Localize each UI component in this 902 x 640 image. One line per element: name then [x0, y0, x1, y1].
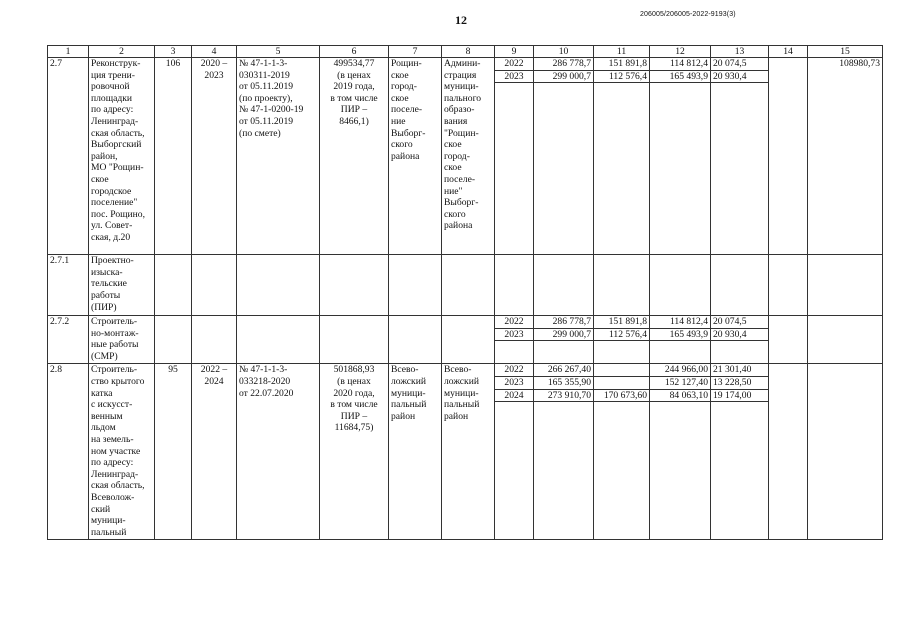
investment-table: [47, 45, 883, 540]
cell-expertise: № 47-1-1-3- 030311-2019 от 05.11.2019 (по проекту), № 47-1-0200-19 от 05.11.2019 (по смете): [237, 58, 320, 255]
page-number: 12: [455, 13, 467, 27]
col-header-7: 7: [389, 46, 442, 58]
table-row-2-7-2: [48, 316, 883, 329]
amount-c11: 151 891,8: [594, 316, 650, 329]
col-header-6: 6: [320, 46, 389, 58]
year-cell: 2024: [495, 389, 534, 402]
amount-c11: 112 576,4: [594, 328, 650, 341]
amount-c12: 84 063,10: [650, 389, 711, 402]
object-name: Строитель- но-монтаж- ные работы (СМР): [89, 316, 155, 364]
col-header-15: 15: [808, 46, 883, 58]
amount-c12: 244 966,00: [650, 364, 711, 377]
year-cell: 2022: [495, 364, 534, 377]
amount-c11: 151 891,8: [594, 58, 650, 71]
col-header-9: 9: [495, 46, 534, 58]
col-header-11: 11: [594, 46, 650, 58]
row-number: 2.8: [48, 364, 89, 540]
col-header-12: 12: [650, 46, 711, 58]
amount-total: 273 910,70: [534, 389, 594, 402]
amount-total: 299 000,7: [534, 328, 594, 341]
object-name: Проектно- изыска- тельские работы (ПИР): [89, 255, 155, 316]
year-cell: 2022: [495, 316, 534, 329]
cell-customer: Всево- ложский муници- пальный район: [442, 364, 495, 540]
year-cell: 2023: [495, 70, 534, 83]
amount-c11: 112 576,4: [594, 70, 650, 83]
cell-customer: Админи- страция муници- пального образо- вания "Рощин- ское город- ское поселе- ние" Выборг- ского района: [442, 58, 495, 255]
year-cell: 2022: [495, 58, 534, 71]
cell-c3: 95: [155, 364, 192, 540]
amount-c12: 114 812,4: [650, 58, 711, 71]
amount-total: 286 778,7: [534, 58, 594, 71]
row-number: 2.7.1: [48, 255, 89, 316]
table-row-2-8: [48, 364, 883, 377]
amount-c12: 152 127,40: [650, 376, 711, 389]
year-cell: 2023: [495, 328, 534, 341]
object-name: Реконструк- ция трени- ровочной площадки по адресу: Ленинград- ская область, Выборгский район, МО "Рощин- ское городское поселение" пос. Рощино, ул. Совет- ская, д.20: [89, 58, 155, 255]
col-header-8: 8: [442, 46, 495, 58]
amount-c13: 21 301,40: [711, 364, 769, 377]
col-header-14: 14: [769, 46, 808, 58]
document-code: 206005/206005-2022-9193(3): [640, 11, 736, 18]
amount-c11: [594, 376, 650, 389]
amount-c13: 20 930,4: [711, 70, 769, 83]
amount-c13: 19 174,00: [711, 389, 769, 402]
col-header-1: 1: [48, 46, 89, 58]
cell-cost: 501868,93 (в ценах 2020 года, в том числе ПИР – 11684,75): [320, 364, 389, 540]
amount-c12: 114 812,4: [650, 316, 711, 329]
amount-c13: 20 930,4: [711, 328, 769, 341]
col-header-3: 3: [155, 46, 192, 58]
cell-municipality: Всево- ложский муници- пальный район: [389, 364, 442, 540]
amount-total: 165 355,90: [534, 376, 594, 389]
cell-municipality: Рощин- ское город- ское поселе- ние Выборг- ского района: [389, 58, 442, 255]
year-cell: 2023: [495, 376, 534, 389]
header-row: [48, 46, 883, 58]
row-number: 2.7: [48, 58, 89, 255]
col-header-4: 4: [192, 46, 237, 58]
amount-total: 266 267,40: [534, 364, 594, 377]
cell-period: 2022 – 2024: [192, 364, 237, 540]
amount-c12: 165 493,9: [650, 328, 711, 341]
cell-c3: 106: [155, 58, 192, 255]
cell-c14: [769, 58, 808, 255]
cell-c15: 108980,73: [808, 58, 883, 255]
row-number: 2.7.2: [48, 316, 89, 364]
amount-c12: 165 493,9: [650, 70, 711, 83]
amount-total: 299 000,7: [534, 70, 594, 83]
col-header-2: 2: [89, 46, 155, 58]
col-header-5: 5: [237, 46, 320, 58]
amount-c13: 20 074,5: [711, 316, 769, 329]
table-row-2-7: [48, 58, 883, 71]
amount-c11: 170 673,60: [594, 389, 650, 402]
cell-expertise: № 47-1-1-3- 033218-2020 от 22.07.2020: [237, 364, 320, 540]
col-header-13: 13: [711, 46, 769, 58]
cell-period: 2020 – 2023: [192, 58, 237, 255]
amount-c13: 13 228,50: [711, 376, 769, 389]
cell-cost: 499534,77 (в ценах 2019 года, в том числе ПИР – 8466,1): [320, 58, 389, 255]
amount-c11: [594, 364, 650, 377]
object-name: Строитель- ство крытого катка с искусст- венным льдом на земель- ном участке по адресу: Ленинград- ская область, Всеволож- ский муници- пальный: [89, 364, 155, 540]
table-row-2-7-1: [48, 255, 883, 316]
col-header-10: 10: [534, 46, 594, 58]
amount-total: 286 778,7: [534, 316, 594, 329]
amount-c13: 20 074,5: [711, 58, 769, 71]
